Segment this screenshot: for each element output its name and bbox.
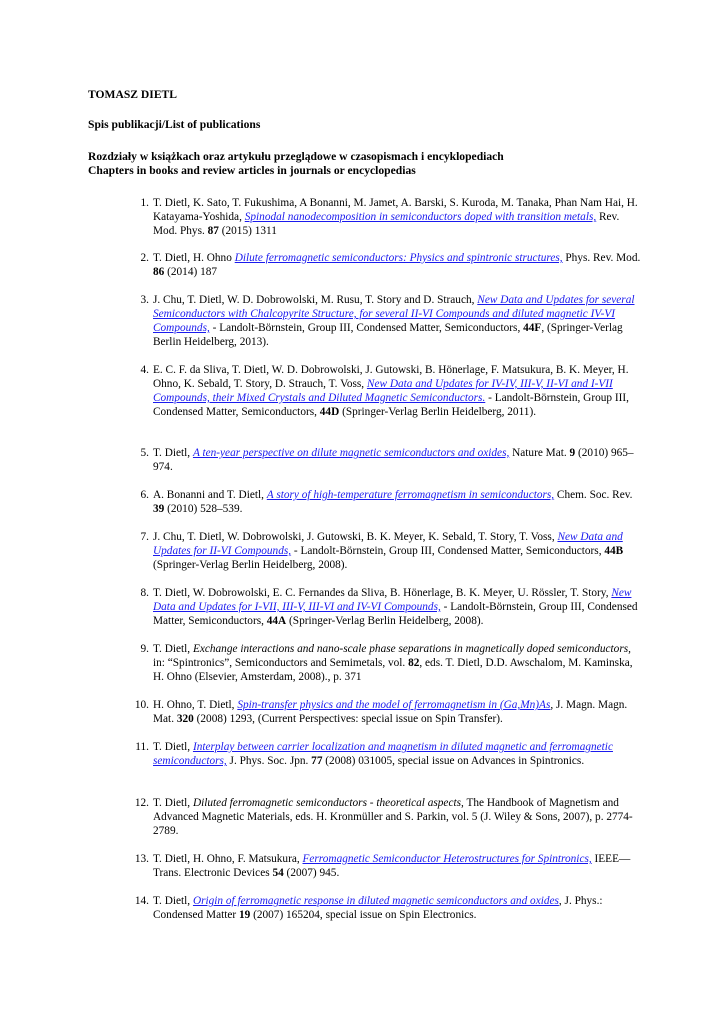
publication-source: - Landolt-Börnstein, Group III, Condensed Matter, Semiconductors,: [209, 322, 524, 334]
publication-item: [140, 196, 643, 238]
publication-volume: 44F: [523, 322, 542, 334]
publication-authors: J. Chu, T. Dietl, W. D. Dobrowolski, M. Rusu, T. Story and D. Strauch,: [153, 294, 478, 306]
publication-title-link[interactable]: A story of high-temperature ferromagnetism in semiconductors,: [266, 489, 555, 501]
section-heading-polish: Rozdziały w książkach oraz artykułu przeglądowe w czasopismach i encyklopediach: [88, 150, 504, 163]
publication-item: [140, 293, 643, 349]
publication-number: 14 .: [127, 894, 149, 908]
author-name: TOMASZ DIETL: [88, 88, 178, 101]
publication-authors: T. Dietl, H. Ohno: [153, 252, 235, 264]
publication-details: (2008) 1293, (Current Perspectives: special issue on Spin Transfer).: [193, 713, 503, 725]
publication-authors: J. Chu, T. Dietl, W. Dobrowolski, J. Gutowski, B. K. Meyer, K. Sebald, T. Story, T. Voss,: [153, 531, 558, 543]
publication-volume: 87: [207, 225, 219, 237]
publication-authors: T. Dietl,: [153, 741, 193, 753]
publication-details: (Springer-Verlag Berlin Heidelberg, 2008).: [286, 615, 484, 627]
section-heading-english: Chapters in books and review articles in journals or encyclopedias: [88, 164, 416, 177]
publication-source: Chem. Soc. Rev.: [554, 489, 633, 501]
publication-details: (2015) 1311: [218, 225, 277, 237]
publication-source: , J. Phys.: Condensed Matter: [153, 895, 603, 921]
publication-source: in: “Spintronics”, Semiconductors and Semimetals, vol.: [153, 657, 409, 669]
publication-title-link[interactable]: New Data and Updates for several Semiconductors with Chalcopyrite Structure, for several II-VI Compounds and diluted magnetic IV-VI Compounds,: [153, 294, 635, 334]
publication-item: [140, 642, 643, 684]
publication-authors: T. Dietl, H. Ohno, F. Matsukura,: [153, 853, 303, 865]
publication-source: - Landolt-Börnstein, Group III, Condensed Matter, Semiconductors,: [291, 545, 605, 557]
publication-title-link[interactable]: A ten-year perspective on dilute magnetic semiconductors and oxides,: [192, 447, 510, 459]
publication-volume: 19: [238, 909, 251, 921]
publication-item: [134, 698, 643, 726]
publication-title-link[interactable]: New Data and Updates for II-VI Compounds,: [153, 531, 623, 557]
publication-authors: A. Bonanni and T. Dietl,: [153, 489, 267, 501]
publication-item: [140, 363, 643, 419]
publication-number: 7 .: [127, 530, 149, 544]
publication-volume: 44D: [319, 406, 340, 418]
publication-details: (Springer-Verlag Berlin Heidelberg, 2011).: [339, 406, 537, 418]
publication-authors: T. Dietl,: [153, 643, 193, 655]
publication-details: (Springer-Verlag Berlin Heidelberg, 2008).: [153, 559, 348, 571]
publication-details: (2007) 165204, special issue on Spin Electronics.: [250, 909, 477, 921]
publication-number: 1 .: [127, 196, 149, 210]
document-subtitle: Spis publikacji/List of publications: [88, 118, 261, 131]
publication-volume: 320: [176, 713, 194, 725]
publication-source: Nature Mat.: [509, 447, 570, 459]
publication-number: 12 .: [127, 796, 149, 810]
publication-authors: T. Dietl, W. Dobrowolski, E. C. Fernandes da Sliva, B. Hönerlage, B. K. Meyer, U. Rössler, T. Story,: [153, 587, 612, 599]
publication-source: Rev. Mod. Phys.: [153, 211, 620, 237]
publication-details: (2007) 945.: [283, 867, 340, 879]
publication-item: [134, 894, 643, 922]
publication-source: - Landolt-Börnstein, Group III, Condensed Matter, Semiconductors,: [153, 392, 629, 418]
publication-details: (2008) 031005, special issue on Advances in Spintronics.: [322, 755, 585, 767]
publication-item: [135, 740, 643, 768]
publication-number: 9 .: [127, 642, 149, 656]
publication-source: Phys. Rev. Mod.: [562, 252, 641, 264]
publication-source: IEEE—Trans. Electronic Devices: [153, 853, 631, 879]
publication-volume: 82: [408, 657, 420, 669]
publication-number: 13 .: [127, 852, 149, 866]
publication-authors: E. C. F. da Sliva, T. Dietl, W. D. Dobrowolski, J. Gutowski, B. Hönerlage, F. Matsukura, B. K. Meyer, H. Ohno, K. Sebald, T. Story, D. Strauch, T. Voss,: [153, 364, 629, 390]
publication-volume: 86: [153, 266, 165, 278]
publication-authors: T. Dietl,: [153, 895, 193, 907]
publication-number: 8 .: [127, 586, 149, 600]
publication-source: J. Phys. Soc. Jpn.: [226, 755, 312, 767]
publication-authors: T. Dietl,: [153, 797, 193, 809]
publication-details: (2014) 187: [164, 266, 218, 278]
publication-title-link[interactable]: Origin of ferromagnetic response in diluted magnetic semiconductors and oxides: [192, 895, 559, 907]
publication-title-link[interactable]: Ferromagnetic Semiconductor Heterostructures for Spintronics,: [302, 853, 592, 865]
publication-number: 6 .: [127, 488, 149, 502]
publication-number: 3 .: [127, 293, 149, 307]
publication-volume: 54: [272, 867, 284, 879]
publication-title: Exchange interactions and nano-scale phase separations in magnetically doped semiconductors,: [192, 643, 631, 655]
publication-title: Diluted ferromagnetic semiconductors - theoretical aspects,: [192, 797, 464, 809]
publication-item: [140, 530, 643, 572]
publication-volume: 39: [153, 503, 165, 515]
publication-title-link[interactable]: Spin-transfer physics and the model of ferromagnetism in (Ga,Mn)As: [237, 699, 551, 711]
publication-number: 10 .: [127, 698, 149, 712]
publication-item: [134, 852, 643, 880]
publication-details: , (Springer-Verlag Berlin Heidelberg, 2013).: [153, 322, 623, 348]
publication-number: 5 .: [127, 446, 149, 460]
publication-details: (2010) 965–974.: [153, 447, 634, 473]
publication-item: [134, 796, 643, 838]
publication-authors: T. Dietl, K. Sato, T. Fukushima, A Bonanni, M. Jamet, A. Barski, S. Kuroda, M. Tanaka, Phan Nam Hai, H. Katayama-Yoshida,: [153, 197, 638, 223]
publication-title-link[interactable]: Interplay between carrier localization and magnetism in diluted magnetic and ferromagnetic semiconductors,: [153, 741, 613, 767]
publication-details: , eds. T. Dietl, D.D. Awschalom, M. Kaminska, H. Ohno (Elsevier, Amsterdam, 2008)., p. 371: [153, 657, 633, 683]
publication-volume: 44A: [266, 615, 287, 627]
publication-source: , J. Magn. Magn. Mat.: [153, 699, 628, 725]
publication-item: [140, 446, 643, 474]
publication-title-link[interactable]: Dilute ferromagnetic semiconductors: Physics and spintronic structures,: [234, 252, 563, 264]
publication-item: [140, 251, 643, 279]
publication-authors: H. Ohno, T. Dietl,: [153, 699, 238, 711]
publication-volume: 44B: [604, 545, 624, 557]
publication-title-link[interactable]: Spinodal nanodecomposition in semiconductors doped with transition metals,: [244, 211, 597, 223]
publication-volume: 9: [569, 447, 576, 459]
publication-number: 11 .: [127, 740, 149, 754]
publication-item: [140, 488, 643, 516]
publication-title-link[interactable]: New Data and Updates for I-VII, III-V, III-VI and IV-VI Compounds,: [153, 587, 632, 613]
publication-title-link[interactable]: New Data and Updates for IV-IV, III-V, II-VI and I-VII Compounds, their Mixed Crystals and Diluted Magnetic Semiconductors.: [153, 378, 613, 404]
publication-volume: 77: [311, 755, 323, 767]
publication-item: [140, 586, 643, 628]
publication-details: (2010) 528–539.: [164, 503, 243, 515]
publication-source: - Landolt-Börnstein, Group III, Condensed Matter, Semiconductors,: [153, 601, 638, 627]
publication-source: The Handbook of Magnetism and Advanced Magnetic Materials, eds. H. Kronmüller and S. Parkin, vol. 5 (J. Wiley & Sons, 2007), p. 2774-2789.: [153, 797, 633, 837]
publication-authors: T. Dietl,: [153, 447, 193, 459]
publication-number: 2 .: [127, 251, 149, 265]
publication-number: 4 .: [127, 363, 149, 377]
